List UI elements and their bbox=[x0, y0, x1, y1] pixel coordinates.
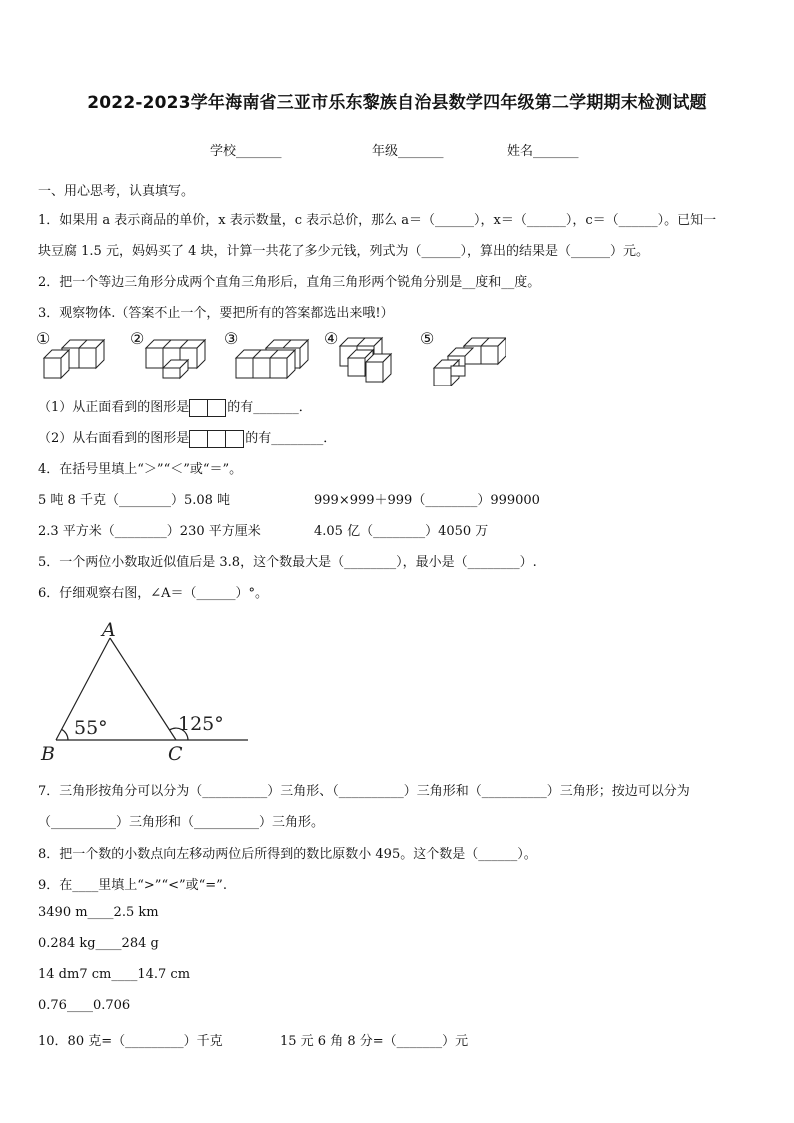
name-field[interactable]: 姓名_______ bbox=[507, 144, 579, 159]
page-title: 2022-2023学年海南省三亚市乐东黎族自治县数学四年级第二学期期末检测试题 bbox=[87, 93, 707, 113]
question-7-line-2: （__________）三角形和（__________）三角形。 bbox=[38, 815, 325, 830]
question-3: 3．观察物体.（答案不止一个，要把所有的答案都选出来哦!） bbox=[38, 306, 394, 321]
cube-figure-4 bbox=[340, 338, 391, 382]
question-9-item-1: 3490 m____2.5 km bbox=[38, 905, 159, 920]
question-4-item-4: 4.05 亿（________）4050 万 bbox=[314, 524, 489, 539]
angle-b-label: 55° bbox=[74, 717, 108, 739]
cube-figure-3 bbox=[236, 340, 308, 378]
figure-label-4: ④ bbox=[324, 329, 339, 348]
question-1-line-1: 1．如果用 a 表示商品的单价，x 表示数量，c 表示总价，那么 a＝（______），x＝（______），c＝（______）。已知一 bbox=[38, 213, 717, 228]
question-4-item-2: 999×999＋999（________）999000 bbox=[314, 493, 540, 508]
figure-label-1: ① bbox=[36, 329, 51, 348]
cube-figures bbox=[36, 328, 506, 386]
question-7-line-1: 7．三角形按角分可以分为（__________）三角形、（__________）三角形和（__________）三角形；按边可以分为 bbox=[38, 784, 690, 799]
question-6: 6．仔细观察右图，∠A＝（______）°。 bbox=[38, 586, 269, 601]
question-4: 4．在括号里填上“＞”“＜”或“＝”。 bbox=[38, 462, 243, 477]
vertex-label-b: B bbox=[41, 743, 55, 765]
question-9-item-4: 0.76____0.706 bbox=[38, 998, 131, 1013]
question-9-item-3: 14 dm7 cm____14.7 cm bbox=[38, 967, 191, 982]
question-10-item-2: 15 元 6 角 8 分=（_______）元 bbox=[280, 1034, 469, 1049]
figure-label-2: ② bbox=[130, 329, 145, 348]
school-field[interactable]: 学校_______ bbox=[210, 144, 282, 159]
question-3-part-2-lead: （2）从右面看到的图形是 bbox=[38, 431, 190, 446]
cube-figure-1 bbox=[44, 340, 104, 378]
section-heading: 一、用心思考，认真填写。 bbox=[38, 184, 195, 199]
question-10-item-1: 10．80 克=（_________）千克 bbox=[38, 1034, 223, 1049]
question-9-item-2: 0.284 kg____284 g bbox=[38, 936, 159, 951]
question-4-item-3: 2.3 平方米（________）230 平方厘米 bbox=[38, 524, 261, 539]
question-9: 9．在____里填上“>”“<”或“=”. bbox=[38, 878, 227, 893]
grade-field[interactable]: 年级_______ bbox=[372, 144, 444, 159]
cube-figure-2 bbox=[146, 340, 205, 378]
triangle-figure bbox=[36, 616, 256, 768]
question-3-part-1-tail: 的有_______． bbox=[227, 400, 312, 415]
two-square-shape bbox=[189, 399, 227, 417]
question-2: 2．把一个等边三角形分成两个直角三角形后，直角三角形两个锐角分别是__度和__度。 bbox=[38, 275, 541, 290]
question-3-part-1-lead: （1）从正面看到的图形是 bbox=[38, 400, 190, 415]
question-4-item-1: 5 吨 8 千克（________）5.08 吨 bbox=[38, 493, 231, 508]
figure-label-5: ⑤ bbox=[420, 329, 435, 348]
question-5: 5．一个两位小数取近似值后是 3.8，这个数最大是（________），最小是（________）. bbox=[38, 555, 537, 570]
figure-label-3: ③ bbox=[224, 329, 239, 348]
question-1-line-2: 块豆腐 1.5 元，妈妈买了 4 块，计算一共花了多少元钱，列式为（______），算出的结果是（______）元。 bbox=[38, 244, 649, 259]
cube-figure-5 bbox=[434, 338, 506, 386]
angle-c-label: 125° bbox=[178, 713, 224, 735]
question-8: 8．把一个数的小数点向左移动两位后所得到的数比原数小 495。这个数是（______）。 bbox=[38, 847, 537, 862]
vertex-label-a: A bbox=[102, 619, 116, 641]
three-square-shape bbox=[189, 430, 245, 448]
question-3-part-2 bbox=[38, 427, 336, 448]
question-3-part-1 bbox=[38, 396, 312, 417]
question-3-part-2-tail: 的有________． bbox=[245, 431, 337, 446]
vertex-label-c: C bbox=[168, 743, 183, 765]
